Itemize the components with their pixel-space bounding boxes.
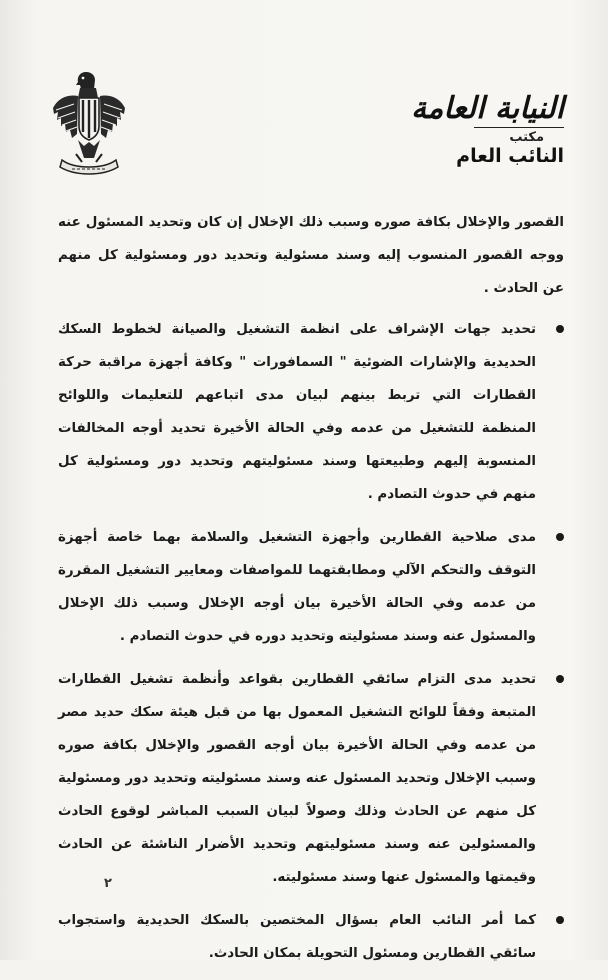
page-number: ٢ xyxy=(104,876,112,891)
list-item-text: مدى صلاحية القطارين وأجهزة التشغيل والسلامة بهما خاصة أجهزة التوقف والتحكم الآلي ومطابقتهما للمواصفات ومعايير التشغيل المقررة من عدمه وفي الحالة الأخيرة بيان أوجه الإخلال وسبب ذلك الإخلال والمسئول عنه وسند مسئوليته وتحديد دوره في حدوث التصادم . xyxy=(58,530,536,644)
office-head-title: النائب العام xyxy=(456,145,564,167)
office-label: مكتب xyxy=(509,130,544,145)
bullet-icon xyxy=(556,675,564,683)
letterhead xyxy=(364,92,564,167)
bullet-icon xyxy=(556,533,564,541)
eagle-emblem-icon xyxy=(50,68,128,178)
list-item xyxy=(58,904,564,970)
list-item xyxy=(58,313,564,511)
bullet-icon xyxy=(556,916,564,924)
list-item xyxy=(58,663,564,894)
bullet-icon xyxy=(556,325,564,333)
list-item-text: تحديد مدى التزام سائقي القطارين بقواعد وأنظمة تشغيل القطارات المتبعة وفقاً للوائح التشغيل المعمول بها من قبل هيئة سكك حديد مصر من عدمه وفي الحالة الأخيرة بيان أوجه القصور والإخلال بكافة صوره وسبب الإخلال وتحديد المسئول عنه وسند مسئوليته وتحديد دور ومسئولية كل منهم عن الحادث وذلك وصولاً لبيان السبب المباشر لوقوع الحادث والمسئولين عنه وسند مسئوليتهم وتحديد الأضرار الناشئة عن الحادث وقيمتها والمسئول عنها وسند مسئوليته. xyxy=(58,672,536,885)
list-item-text: كما أمر النائب العام بسؤال المختصين بالسكك الحديدية واستجواب سائقي القطارين ومسئول التحويلة بمكان الحادث. xyxy=(58,913,536,961)
letterhead-rule xyxy=(474,127,564,128)
list-item xyxy=(58,521,564,653)
intro-paragraph: القصور والإخلال بكافة صوره وسبب ذلك الإخلال إن كان وتحديد المسئول عنه ووجه القصور المنسوب إليه وسند مسئولية وتحديد دور ومسئولية كل منهم عن الحادث . xyxy=(58,215,564,296)
list-item-text: تحديد جهات الإشراف على انظمة التشغيل والصيانة لخطوط السكك الحديدية والإشارات الضوئية " السمافورات " وكافة أجهزة مراقبة حركة القطارات التي تربط بينهم لبيان مدى اتباعهم للتعليمات واللوائح المنظمة للتشغيل من عدمه وفي الحالة الأخيرة تحديد أوجه المخالفات المنسوبة إليهم وطبيعتها وسند مسئوليتهم وتحديد دور ومسئولية كل منهم في حدوث التصادم . xyxy=(58,322,536,502)
document-body xyxy=(58,206,564,980)
department-title: النيابة العامة xyxy=(411,91,564,126)
